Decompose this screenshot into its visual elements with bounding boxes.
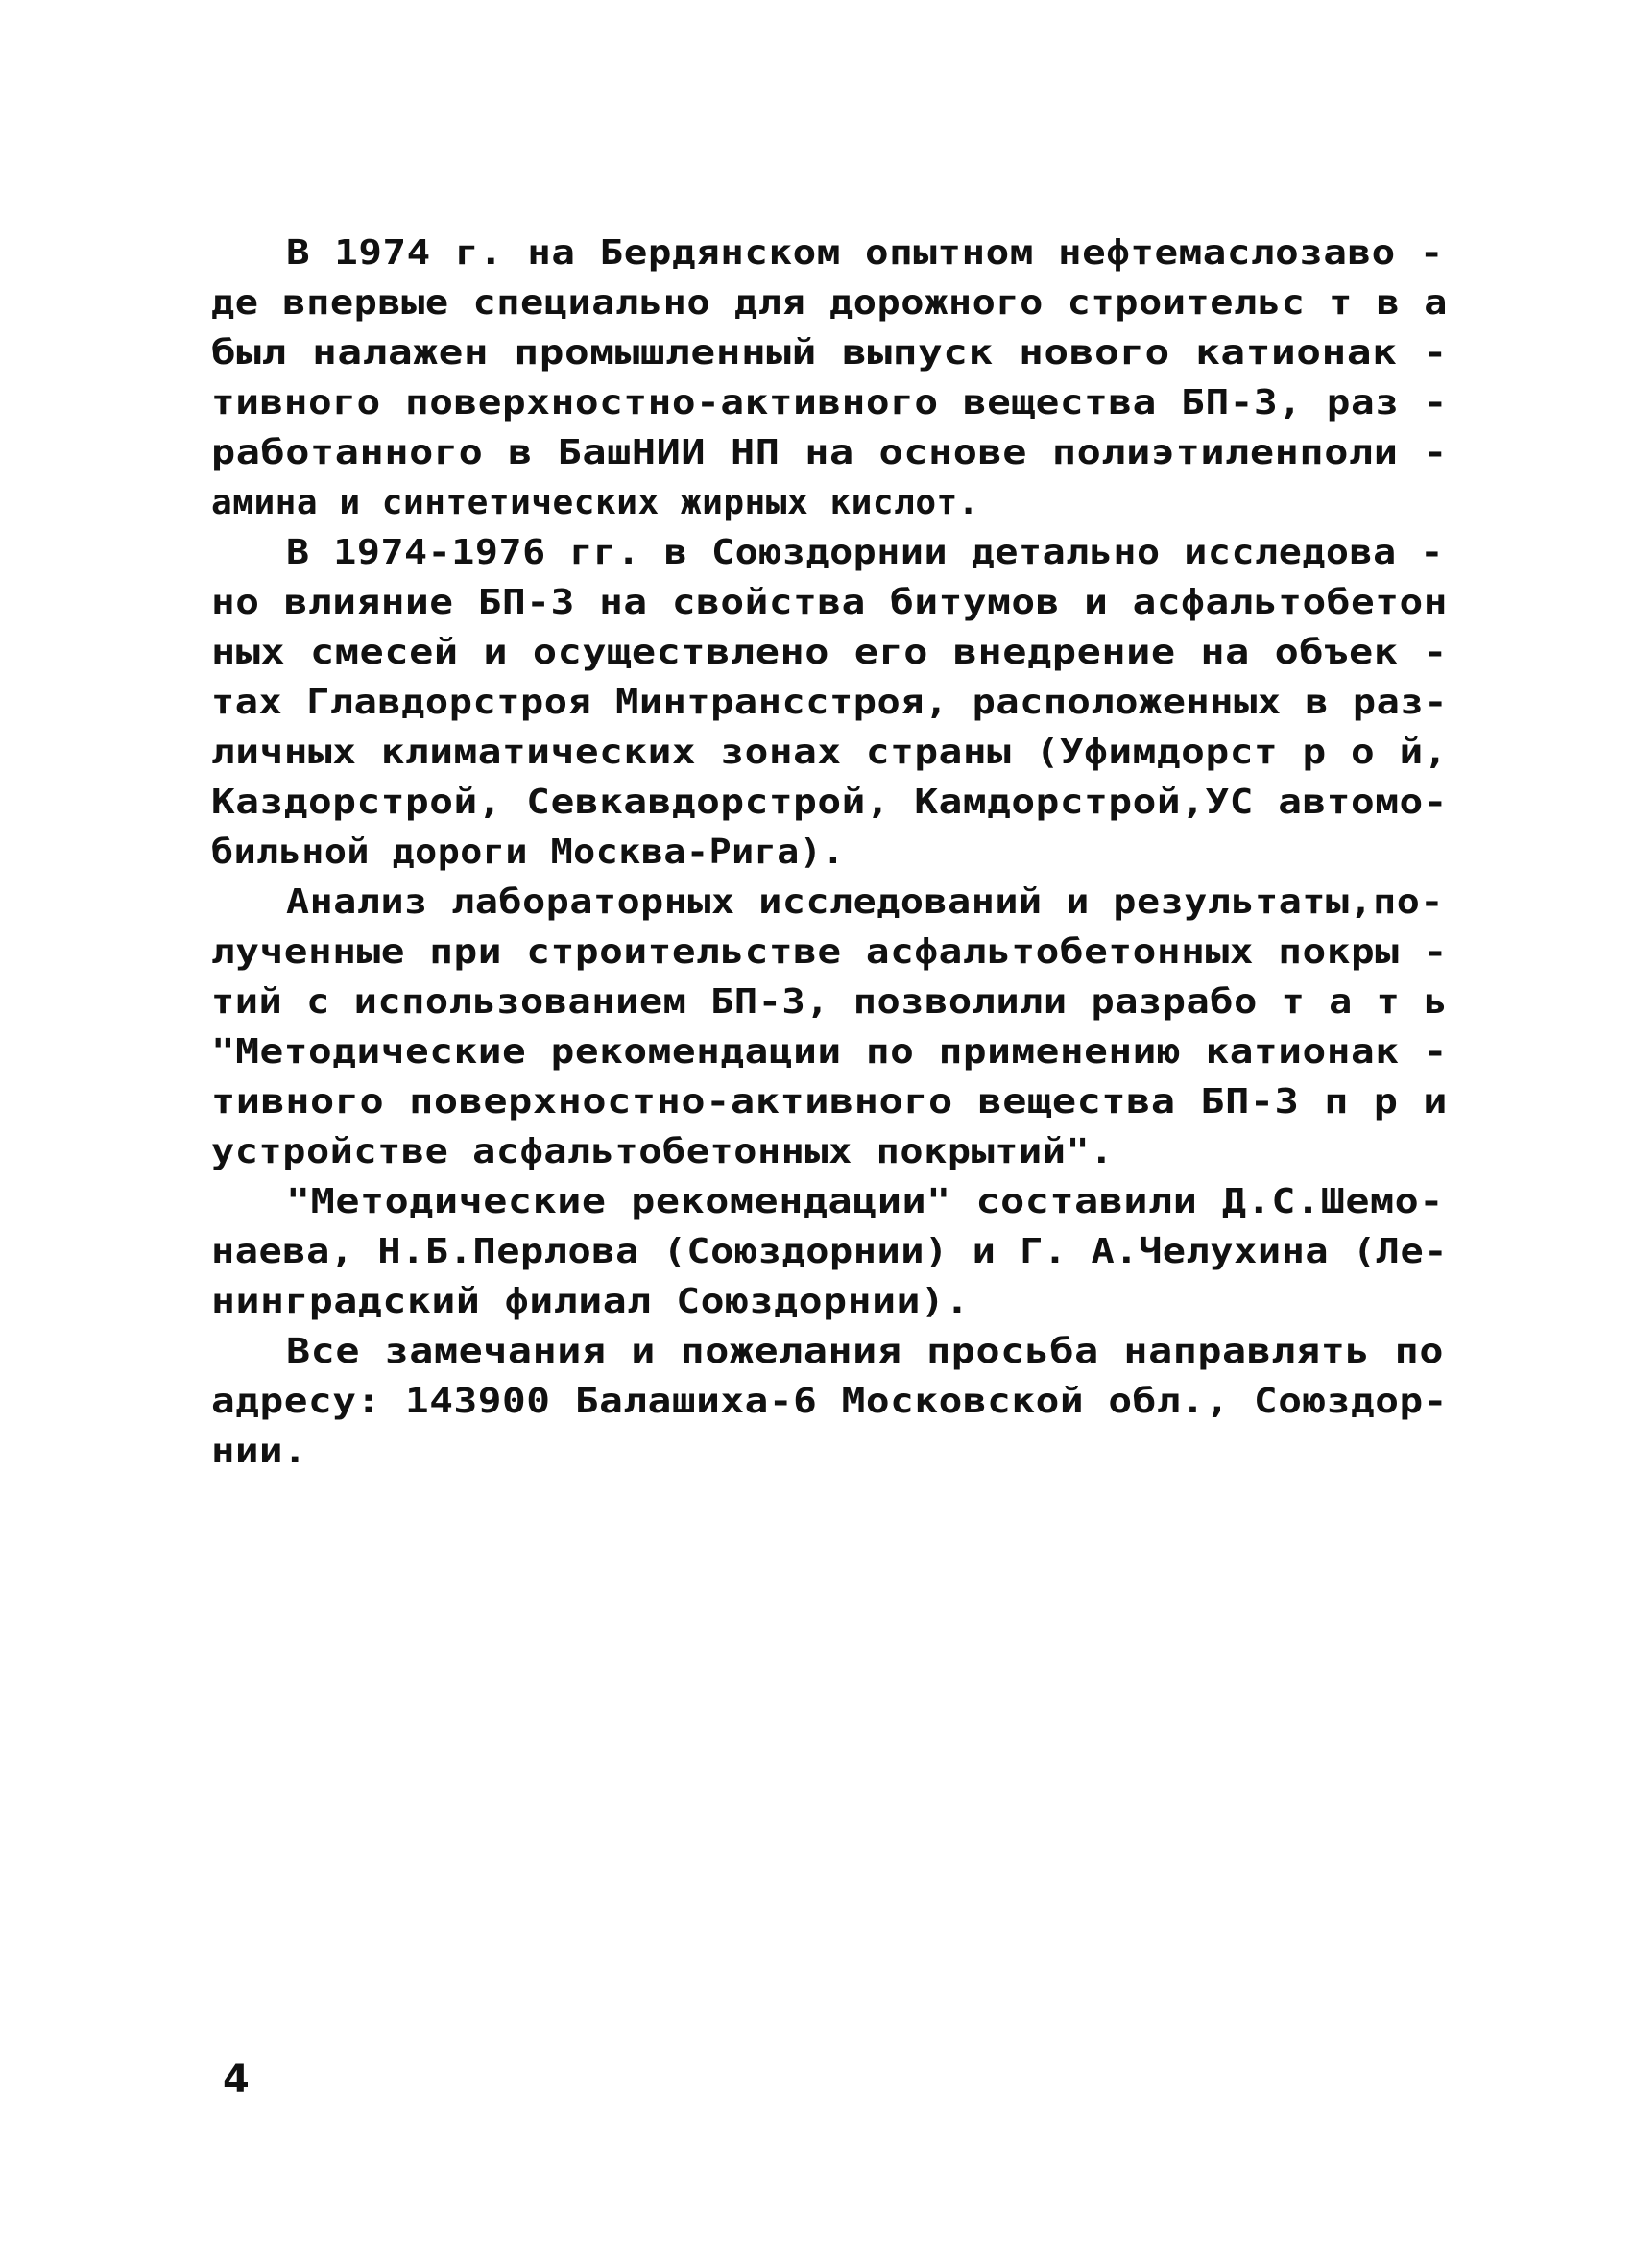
text-line: бильной дороги Москва-Рига). (211, 832, 845, 872)
text-line: Анализ лабораторных исследований и результаты,по- (286, 882, 1444, 922)
text-line: тах Главдорстроя Минтрансстроя, расположенных в раз- (211, 683, 1448, 722)
text-line: Все замечания и пожелания просьба направлять по (286, 1332, 1444, 1371)
text-line: адресу: 143900 Балашиха-6 Московской обл., Союздор- (211, 1382, 1448, 1421)
text-line: амина и синтетических жирных кислот. (211, 483, 979, 522)
text-line: устройстве асфальтобетонных покрытий". (211, 1132, 1114, 1171)
text-line: личных климатических зонах страны (Уфимдорст р о й, (211, 733, 1448, 772)
text-line: был налажен промышленный выпуск нового катионак - (211, 333, 1448, 373)
text-line: работанного в БашНИИ НП на основе полиэтиленполи - (211, 433, 1448, 472)
text-line: наева, Н.Б.Перлова (Союздорнии) и Г. А.Челухина (Ле- (211, 1232, 1448, 1271)
text-line: "Методические рекомендации" составили Д.С.Шемо- (286, 1182, 1444, 1221)
text-line: В 1974-1976 гг. в Союздорнии детально исследова - (286, 533, 1444, 572)
text-line: Каздорстрой, Севкавдорстрой, Камдорстрой,УС автомо- (211, 783, 1448, 822)
text-line: но влияние БП-3 на свойства битумов и асфальтобетон (211, 583, 1448, 622)
text-line: нинградский филиал Союздорнии). (211, 1282, 970, 1321)
text-line: тивного поверхностно-активного вещества БП-3 п р и (211, 1082, 1448, 1122)
text-line: нии. (211, 1432, 307, 1471)
text-line: лученные при строительстве асфальтобетонных покры - (211, 932, 1448, 972)
text-line: де впервые специально для дорожного строительс т в а (211, 283, 1448, 323)
text-line: В 1974 г. на Бердянском опытном нефтемаслозаво - (286, 233, 1444, 273)
text-line: ных смесей и осуществлено его внедрение на объек - (211, 633, 1448, 672)
page-number: 4 (223, 2058, 250, 2102)
text-line: тий с использованием БП-3, позволили разрабо т а т ь (211, 982, 1448, 1022)
text-line: "Методические рекомендации по применению катионак - (211, 1032, 1448, 1072)
text-line: тивного поверхностно-активного вещества БП-3, раз - (211, 383, 1448, 422)
